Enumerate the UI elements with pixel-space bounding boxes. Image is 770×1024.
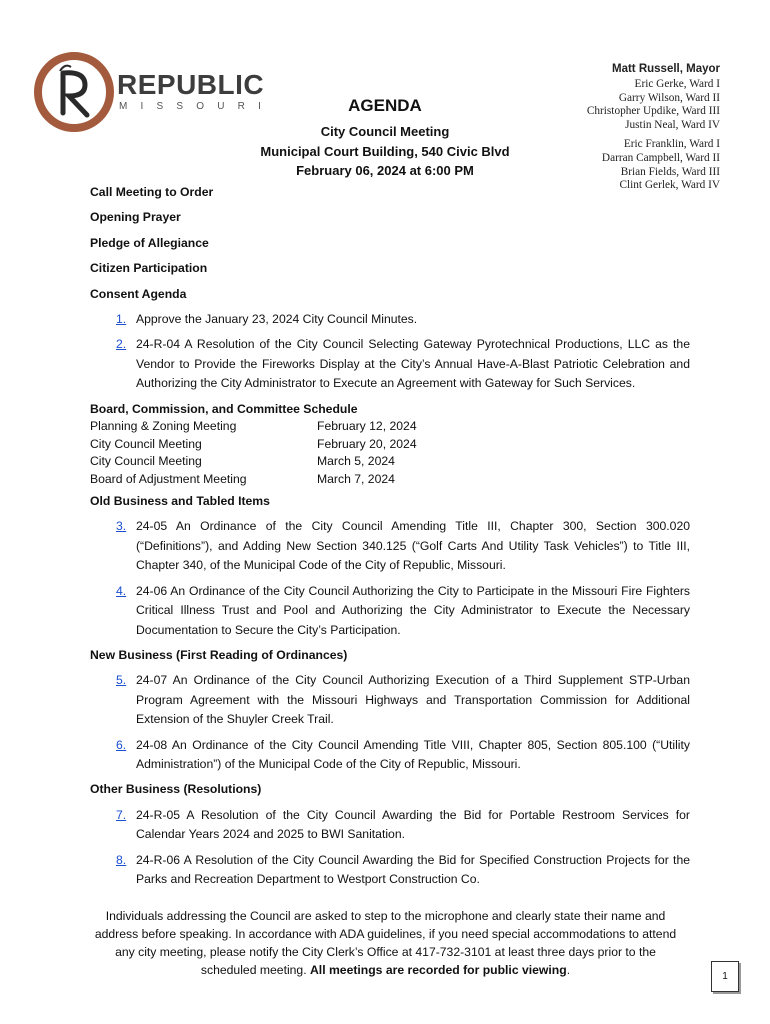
item-link[interactable]: 7. <box>116 807 127 822</box>
item-link[interactable]: 3. <box>116 519 127 534</box>
item-link[interactable]: 4. <box>116 583 127 598</box>
section-heading: Consent Agenda <box>90 286 187 301</box>
schedule-date: February 20, 2024 <box>317 436 417 451</box>
item-text: 24-R-06 A Resolution of the City Council Awarding the Bid for Specified Construction Projects for the Parks and Recreation Department to Westport Construction Co. <box>136 852 690 886</box>
council-member: Christopher Updike, Ward III <box>586 105 720 118</box>
item-link[interactable]: 1. <box>116 312 127 327</box>
council-member: Brian Fields, Ward III <box>620 165 720 178</box>
council-member: Clint Gerlek, Ward IV <box>619 179 720 192</box>
schedule-event: City Council Meeting <box>90 436 202 451</box>
meeting-name: City Council Meeting <box>320 124 450 139</box>
schedule-event: Board of Adjustment Meeting <box>90 471 247 486</box>
section-heading: Board, Commission, and Committee Schedule <box>90 401 358 416</box>
council-member: Garry Wilson, Ward II <box>618 91 720 104</box>
council-member: Eric Gerke, Ward I <box>634 77 720 90</box>
logo-wordmark: REPUBLIC <box>117 69 265 100</box>
council-members <box>587 63 720 193</box>
section-heading: New Business (First Reading of Ordinances) <box>90 647 348 662</box>
republic-logo-icon <box>33 51 115 133</box>
section-heading: Call Meeting to Order <box>90 185 214 199</box>
table-row <box>90 453 417 471</box>
table-row <box>90 436 417 454</box>
agenda-item <box>90 335 690 393</box>
agenda-item <box>90 582 690 640</box>
schedule-date: March 5, 2024 <box>317 454 395 469</box>
agenda-item <box>90 671 690 729</box>
council-member: Justin Neal, Ward IV <box>625 119 720 132</box>
recording-notice: All meetings are recorded for public viewing <box>310 963 567 977</box>
meeting-datetime: February 06, 2024 at 6:00 PM <box>296 163 474 178</box>
schedule-table <box>90 418 417 488</box>
section-heading: Other Business (Resolutions) <box>90 782 262 797</box>
ada-notice <box>88 907 683 979</box>
item-text: 24-06 An Ordinance of the City Council Authorizing the City to Participate in the Missouri Fire Fighters Critical Illness Trust and Pool and Authorizing the City Administrator to Execute the Necessary Documentation to Secure the City’s Participation. <box>136 583 690 637</box>
item-link[interactable]: 8. <box>116 852 127 867</box>
agenda-body <box>90 183 690 895</box>
agenda-item <box>90 310 690 329</box>
page-title: AGENDA <box>348 96 422 115</box>
item-text: Approve the January 23, 2024 City Council Minutes. <box>136 312 418 327</box>
section-heading: Pledge of Allegiance <box>90 235 209 250</box>
agenda-item <box>90 517 690 575</box>
schedule-event: City Council Meeting <box>90 454 202 469</box>
schedule-date: March 7, 2024 <box>317 471 395 486</box>
table-row <box>90 471 417 489</box>
agenda-item <box>90 851 690 890</box>
mayor-name: Matt Russell, Mayor <box>612 63 720 75</box>
item-link[interactable]: 2. <box>116 337 127 352</box>
section-heading: Opening Prayer <box>90 210 181 225</box>
council-member: Eric Franklin, Ward I <box>623 137 720 150</box>
schedule-date: February 12, 2024 <box>317 419 417 434</box>
item-text: 24-05 An Ordinance of the City Council Amending Title III, Chapter 300, Section 300.020 (“Definitions”), and Adding New Section 340.125 (“Golf Carts And Utility Task Vehicles”) to Title III, Chapter 340, of the Municipal Code of the City of Republic, Missouri. <box>136 519 690 573</box>
table-row <box>90 418 417 436</box>
item-text: 24-R-05 A Resolution of the City Council Awarding the Bid for Portable Restroom Services for Calendar Years 2024 and 2025 to BWI Sanitation. <box>136 807 690 842</box>
page-number: 1 <box>711 961 739 992</box>
item-link[interactable]: 5. <box>116 673 127 688</box>
notice-end: . <box>566 963 571 977</box>
notice-text: Individuals addressing the Council are asked to step to the microphone and clearly state their name and address before speaking. In accordance with ADA guidelines, if you need special accommodations to attend any city meeting, please notify the City Clerk’s Office at 417-732-3101 at least three days prior to the scheduled meeting. <box>94 909 677 977</box>
section-heading: Citizen Participation <box>90 261 208 276</box>
item-text: 24-R-04 A Resolution of the City Council Selecting Gateway Pyrotechnical Productions, LLC as the Vendor to Provide the Fireworks Display at the City’s Annual Have-A-Blast Patriotic Celebration and Authorizing the City Administrator to Execute an Agreement with Gateway for Such Services. <box>136 337 690 391</box>
schedule-event: Planning & Zoning Meeting <box>90 419 237 434</box>
item-text: 24-08 An Ordinance of the City Council Amending Title VIII, Chapter 805, Section 805.100 (“Utility Administration”) of the Municipal Code of the City of Republic, Missouri. <box>136 737 690 771</box>
council-member: Darran Campbell, Ward II <box>601 151 720 164</box>
item-link[interactable]: 6. <box>116 737 127 752</box>
agenda-item <box>90 806 690 845</box>
agenda-item <box>90 736 690 775</box>
section-heading: Old Business and Tabled Items <box>90 494 270 509</box>
logo-state: MISSOURI <box>119 101 275 112</box>
meeting-location: Municipal Court Building, 540 Civic Blvd <box>260 143 510 159</box>
agenda-header <box>230 96 540 181</box>
item-text: 24-07 An Ordinance of the City Council Authorizing Execution of a Third Supplement STP-Urban Program Agreement with the Missouri Highways and Transportation Commission for Additional Extension of the Shuyler Creek Trail. <box>136 673 690 727</box>
